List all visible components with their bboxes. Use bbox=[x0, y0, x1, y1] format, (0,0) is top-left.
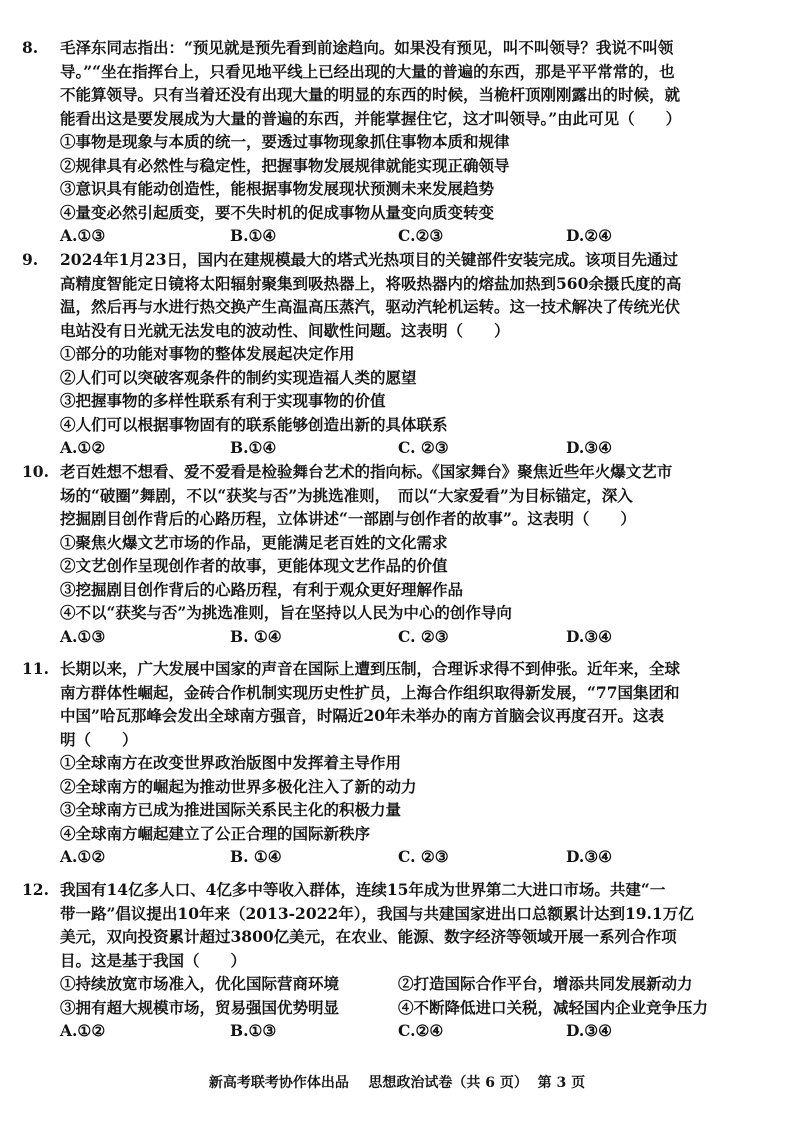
question-number: 8. bbox=[22, 38, 39, 57]
choice-b[interactable]: B.①④ bbox=[230, 438, 277, 457]
statement: ②文艺创作呈现创作者的故事，更能体现文艺作品的价值 bbox=[60, 556, 448, 575]
statement: ④量变必然引起质变，要不失时机的促成事物从量变向质变转变 bbox=[60, 202, 495, 222]
question-stem-line: 毛泽东同志指出：“预见就是预先看到前途趋向。如果没有预见，叫不叫领导？我说不叫领 bbox=[60, 38, 674, 57]
choice-d[interactable]: D.③④ bbox=[566, 847, 613, 866]
question-number: 10. bbox=[22, 462, 49, 481]
statement: ②规律具有必然性与稳定性，把握事物发展规律就能实现正确领导 bbox=[60, 155, 510, 175]
question-stem-line: 带一路”倡议提出10年来（2013-2022年），我国与共建国家进出口总额累计达到19.1万亿 bbox=[60, 903, 694, 923]
statement: ①聚焦火爆文艺市场的作品，更能满足老百姓的文化需求 bbox=[60, 532, 448, 552]
answer-choices bbox=[22, 436, 742, 460]
question-number: 12. bbox=[22, 880, 49, 899]
statement: ④全球南方崛起建立了公正合理的国际新秩序 bbox=[60, 823, 371, 843]
statement: ②打造国际合作平台，增添共同发展新动力 bbox=[398, 974, 693, 993]
statement: ④不断降低进口关税，减轻国内企业竞争压力 bbox=[398, 997, 709, 1017]
choice-d[interactable]: D.③④ bbox=[566, 438, 613, 457]
question-stem-line: 美元，双向投资累计超过3800亿美元，在农业、能源、数字经济等领域开展一系列合作项 bbox=[60, 927, 677, 946]
statement: ③拥有超大规模市场，贸易强国优势明显 bbox=[60, 997, 340, 1017]
question-stem-line: 南方群体性崛起，金砖合作机制实现历史性扩员，上海合作组织取得新发展，“77国集团和 bbox=[60, 682, 680, 702]
statement: ①全球南方在改变世界政治版图中发挥着主导作用 bbox=[60, 753, 402, 772]
answer-choices bbox=[22, 625, 742, 649]
answer-choices bbox=[22, 845, 742, 869]
question-stem-line: 挖掘剧目创作背后的心路历程，立体讲述“一部剧与创作者的故事”。这表明（ ） bbox=[60, 509, 636, 528]
choice-c[interactable]: C.②③ bbox=[398, 226, 444, 245]
choice-a[interactable]: A.①③ bbox=[60, 226, 106, 245]
choice-d[interactable]: D.③④ bbox=[566, 1021, 613, 1040]
question-stem-line: 温，然后再与水进行热交换产生高温高压蒸汽，驱动汽轮机运转。这一技术解决了传统光伏 bbox=[60, 297, 681, 316]
question-stem-line: 高精度智能定日镜将太阳辐射聚集到吸热器上，将吸热器内的熔盐加热到560余摄氏度的高 bbox=[60, 273, 682, 293]
statement: ③意识具有能动创造性，能根据事物发展现状预测未来发展趋势 bbox=[60, 179, 495, 198]
statement: ④不以“获奖与否”为挑选准则，旨在坚持以人民为中心的创作导向 bbox=[60, 603, 512, 622]
statement: ①事物是现象与本质的统一，要透过事物现象抓住事物本质和规律 bbox=[60, 132, 510, 151]
question-9 bbox=[22, 248, 742, 460]
question-stem-line: 目。这是基于我国（ ） bbox=[60, 950, 247, 970]
choice-a[interactable]: A.①② bbox=[60, 1021, 106, 1040]
question-stem-line: 2024年1月23日，国内在建规模最大的塔式光热项目的关键部件安装完成。该项目先通过 bbox=[60, 250, 678, 269]
choice-c[interactable]: C.②④ bbox=[398, 1021, 444, 1040]
question-stem-line: 场的“破圈”舞剧，不以“获奖与否”为挑选准则， 而以“大家爱看”为目标锚定，深入 bbox=[60, 485, 633, 505]
statement: ③全球南方已成为推进国际关系民主化的积极力量 bbox=[60, 800, 402, 819]
choice-d[interactable]: D.③④ bbox=[566, 626, 613, 646]
answer-choices bbox=[22, 1019, 742, 1043]
choice-a[interactable]: A.①② bbox=[60, 438, 106, 457]
question-10 bbox=[22, 460, 742, 648]
question-stem-line: 能看出这是要发展成为大量的普遍的东西，并能掌握住它，这才叫领导。”由此可见（ ） bbox=[60, 108, 682, 128]
question-stem-line: 长期以来，广大发展中国家的声音在国际上遭到压制，合理诉求得不到伸张。近年来，全球 bbox=[60, 659, 681, 678]
choice-a[interactable]: A.①② bbox=[60, 847, 106, 866]
statement: ③挖掘剧目创作背后的心路历程，有利于观众更好理解作品 bbox=[60, 579, 464, 599]
statement: ③把握事物的多样性联系有利于实现事物的价值 bbox=[60, 391, 386, 410]
statement: ①部分的功能对事物的整体发展起决定作用 bbox=[60, 344, 355, 363]
statement: ①持续放宽市场准入，优化国际营商环境 bbox=[60, 974, 340, 993]
footer-publisher: 新高考联考协作体出品 bbox=[208, 1075, 349, 1091]
question-8 bbox=[22, 36, 742, 248]
question-stem-line: 我国有14亿多人口、4亿多中等收入群体，连续15年成为世界第二大进口市场。共建“一 bbox=[60, 880, 666, 899]
question-stem-line: 不能算领导。只有当着还没有出现大量的明显的东西的时候，当桅杆顶刚刚露出的时候，就 bbox=[60, 85, 681, 104]
question-stem-line: 明（ ） bbox=[60, 729, 138, 749]
choice-b[interactable]: B.①④ bbox=[230, 226, 277, 245]
choice-c[interactable]: C. ②③ bbox=[398, 438, 449, 457]
page-footer bbox=[0, 1072, 794, 1092]
footer-exam-title: 思想政治试卷（共 6 页） bbox=[368, 1075, 528, 1091]
answer-choices bbox=[22, 224, 742, 248]
choice-b[interactable]: B. ①④ bbox=[230, 626, 282, 646]
choice-c[interactable]: C. ②③ bbox=[398, 847, 449, 866]
question-stem-line: 中国”哈瓦那峰会发出全球南方强音，时隔近20年未举办的南方首脑会议再度召开。这表 bbox=[60, 706, 664, 725]
choice-c[interactable]: C. ②③ bbox=[398, 626, 449, 646]
question-12 bbox=[22, 878, 742, 1043]
statement: ②人们可以突破客观条件的制约实现造福人类的愿望 bbox=[60, 367, 417, 387]
footer-page-number: 第 3 页 bbox=[537, 1075, 586, 1091]
question-stem-line: 导。”“坐在指挥台上，只看见地平线上已经出现的大量的普遍的东西，那是平平常常的，也 bbox=[60, 61, 675, 81]
question-number: 9. bbox=[22, 250, 39, 269]
question-stem-line: 老百姓想不想看、爱不爱看是检验舞台艺术的指向标。《国家舞台》聚焦近些年火爆文艺市 bbox=[60, 462, 673, 481]
choice-b[interactable]: B.①③ bbox=[230, 1021, 277, 1040]
choice-b[interactable]: B. ①④ bbox=[230, 847, 282, 866]
statement: ④人们可以根据事物固有的联系能够创造出新的具体联系 bbox=[60, 414, 448, 434]
choice-a[interactable]: A.①③ bbox=[60, 626, 106, 646]
question-stem-line: 电站没有日光就无法发电的波动性、间歇性问题。这表明（ ） bbox=[60, 320, 510, 340]
question-11 bbox=[22, 657, 742, 869]
statement: ②全球南方的崛起为推动世界多极化注入了新的动力 bbox=[60, 776, 417, 796]
choice-d[interactable]: D.②④ bbox=[566, 226, 613, 245]
question-number: 11. bbox=[22, 659, 49, 678]
